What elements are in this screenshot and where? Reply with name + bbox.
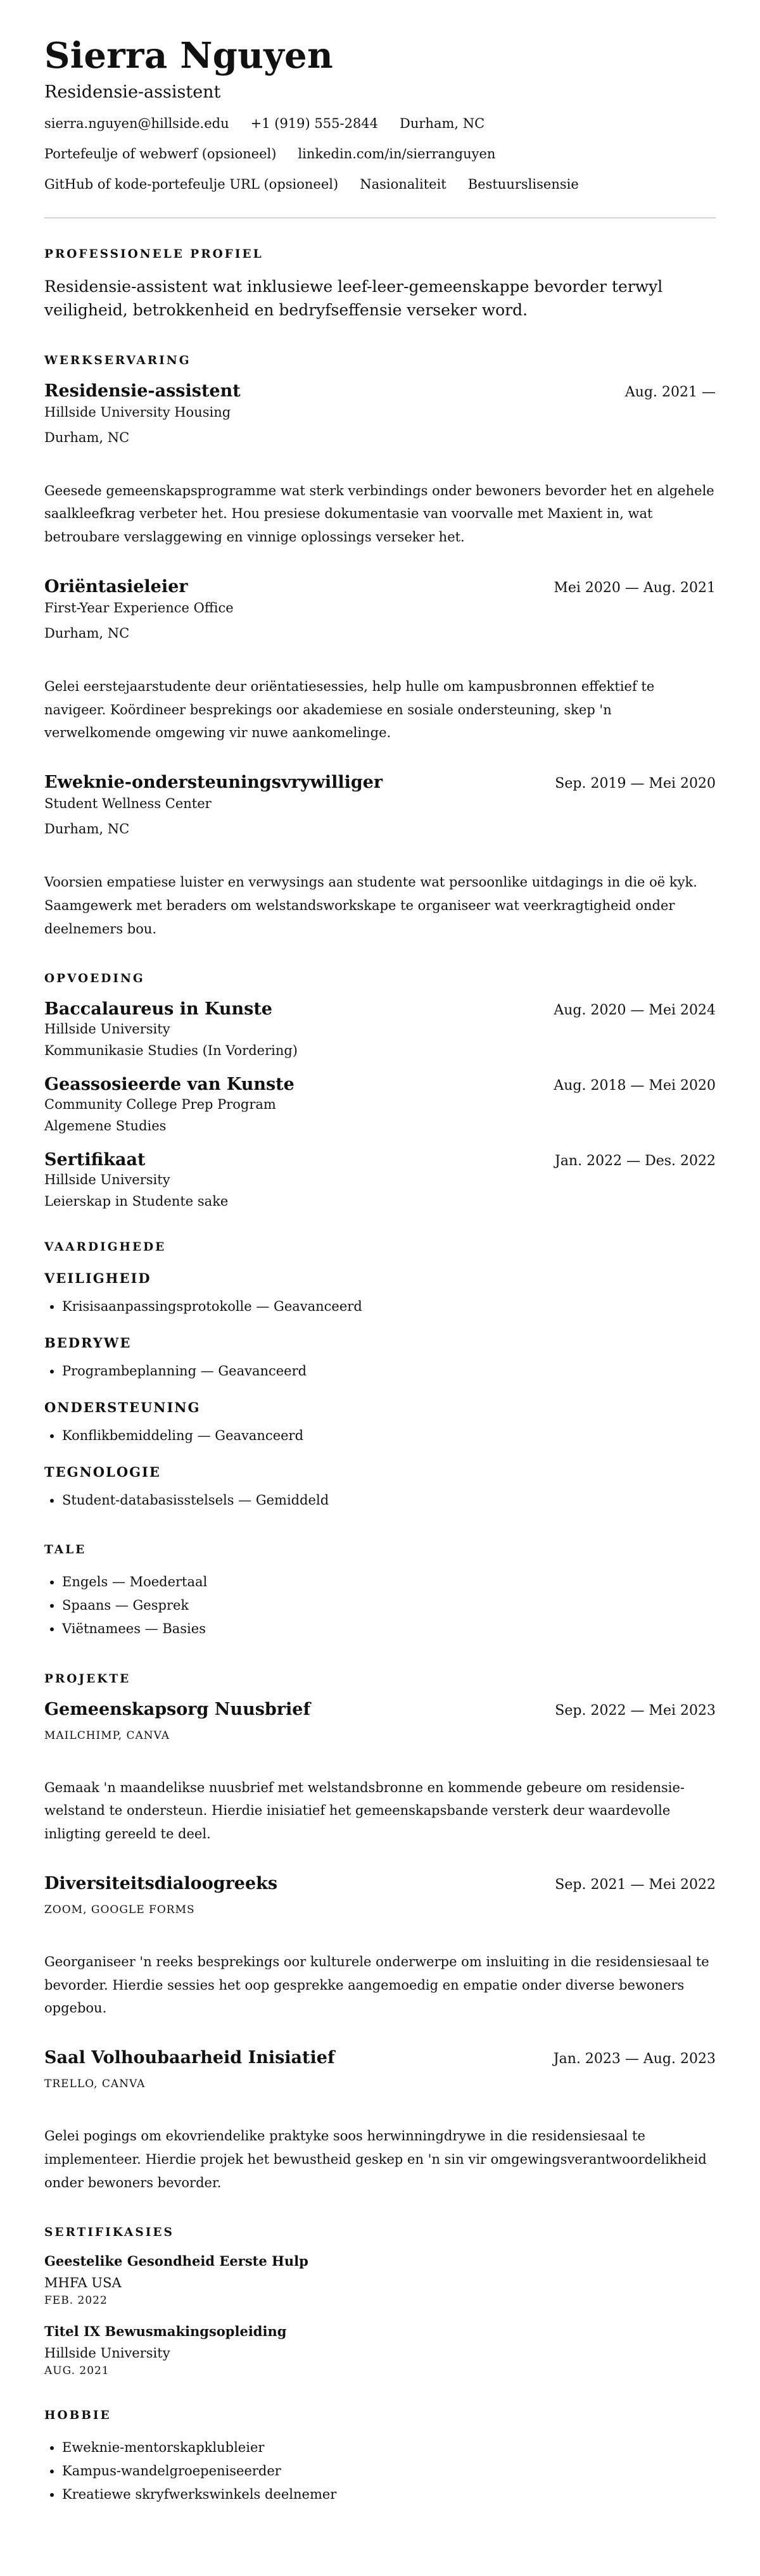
drivers-license: Bestuurslisensie xyxy=(467,176,579,192)
language-list xyxy=(44,1570,716,1640)
job-location: Durham, NC xyxy=(44,821,130,837)
projects-heading: PROJEKTE xyxy=(44,1672,131,1686)
header-divider xyxy=(44,217,716,218)
experience-heading: WERKSERVARING xyxy=(44,353,191,367)
skill-item: • Programbeplanning — Geavanceerd xyxy=(62,1360,716,1383)
project-title: Diversiteitsdialoogreeks xyxy=(44,1873,278,1893)
school-name: Community College Prep Program xyxy=(44,1097,276,1113)
job-description: Voorsien empatiese luister en verwysings aan studente wat persoonlike uitdagings in die oë kyk. Saamgewerk met beraders om welstandsworkskape te organiseer wat veerkragtigheid onder deelnemers bou. xyxy=(44,874,697,937)
project-date: Jan. 2023 — Aug. 2023 xyxy=(553,2051,716,2068)
hobbies-section xyxy=(44,2409,716,2506)
experience-item xyxy=(44,381,716,549)
language-item: • Viëtnamees — Basies xyxy=(62,1617,716,1641)
job-location: Durham, NC xyxy=(44,429,130,445)
project-tech: TRELLO, CANVA xyxy=(44,2078,146,2091)
skills-section xyxy=(44,1241,716,1512)
job-org: Hillside University Housing xyxy=(44,404,231,420)
job-title: Residensie-assistent xyxy=(44,381,241,401)
profile-section xyxy=(44,248,716,322)
job-description: Geesede gemeenskapsprogramme wat sterk verbindings onder bewoners bevorder het en algehele saalkleefkrag verbeter het. Hou presiese dokumentasie van voorvalle met Maxient in, wat betroubare verslaggewing en vinnige oplossings verseker het. xyxy=(44,483,714,545)
certifications-section xyxy=(44,2226,716,2377)
education-heading: OPVOEDING xyxy=(44,972,145,986)
job-date: Aug. 2021 — xyxy=(624,384,716,400)
hobby-item: • Kreatiewe skryfwerkswinkels deelnemer xyxy=(62,2483,716,2506)
degree-title: Sertifikaat xyxy=(44,1150,146,1170)
cert-name: Titel IX Bewusmakingsopleiding xyxy=(44,2323,287,2340)
project-title: Gemeenskapsorg Nuusbrief xyxy=(44,1699,311,1719)
project-date: Sep. 2021 — Mei 2022 xyxy=(555,1876,716,1893)
degree-detail: Kommunikasie Studies (In Vordering) xyxy=(44,1043,298,1059)
skill-list xyxy=(44,1489,716,1512)
hobby-list xyxy=(44,2436,716,2506)
hobby-item: • Kampus-wandelgroepeniseerder xyxy=(62,2459,716,2483)
project-tech: MAILCHIMP, CANVA xyxy=(44,1729,170,1742)
skill-category: ONDERSTEUNING xyxy=(44,1399,201,1415)
skill-list xyxy=(44,1424,716,1448)
education-item xyxy=(44,1150,716,1209)
contact-row-2 xyxy=(44,146,716,161)
cert-issuer: Hillside University xyxy=(44,2346,170,2361)
linkedin-link[interactable]: linkedin.com/in/sierranguyen xyxy=(298,146,496,161)
resume-header xyxy=(44,37,716,192)
project-tech: ZOOM, GOOGLE FORMS xyxy=(44,1903,195,1916)
certification-item xyxy=(44,2323,716,2377)
project-item xyxy=(44,1874,716,2020)
skill-category: BEDRYWE xyxy=(44,1335,132,1351)
language-item: • Spaans — Gesprek xyxy=(62,1594,716,1617)
job-location: Durham, NC xyxy=(44,625,130,641)
degree-detail: Leierskap in Studente sake xyxy=(44,1194,229,1209)
certifications-heading: SERTIFIKASIES xyxy=(44,2226,174,2240)
skill-item: • Student-databasisstelsels — Gemiddeld xyxy=(62,1489,716,1512)
project-description: Georganiseer 'n reeks besprekings oor kulturele onderwerpe om insluiting in die residensiesaal te bevorder. Hierdie sessies het oop gesprekke aangemoedig en empatie onder diverse bewoners opgebou. xyxy=(44,1954,709,2016)
job-date: Sep. 2019 — Mei 2020 xyxy=(555,776,716,792)
job-date: Mei 2020 — Aug. 2021 xyxy=(554,579,716,596)
degree-date: Jan. 2022 — Des. 2022 xyxy=(555,1153,716,1170)
degree-detail: Algemene Studies xyxy=(44,1118,167,1134)
job-title: Eweknie-ondersteuningsvrywilliger xyxy=(44,773,383,793)
languages-heading: TALE xyxy=(44,1543,87,1557)
cert-issuer: MHFA USA xyxy=(44,2275,122,2291)
project-item xyxy=(44,1700,716,1846)
language-item: • Engels — Moedertaal xyxy=(62,1570,716,1594)
skill-category: VEILIGHEID xyxy=(44,1270,151,1287)
candidate-title: Residensie-assistent xyxy=(44,82,221,102)
cert-name: Geestelike Gesondheid Eerste Hulp xyxy=(44,2253,308,2270)
education-section xyxy=(44,972,716,1209)
location: Durham, NC xyxy=(400,115,485,131)
school-name: Hillside University xyxy=(44,1021,170,1037)
certification-item xyxy=(44,2253,716,2307)
email[interactable]: sierra.nguyen@hillside.edu xyxy=(44,115,229,131)
experience-item xyxy=(44,773,716,940)
job-org: First-Year Experience Office xyxy=(44,600,234,616)
hobby-item: • Eweknie-mentorskapklubleier xyxy=(62,2436,716,2459)
skills-heading: VAARDIGHEDE xyxy=(44,1241,167,1254)
school-name: Hillside University xyxy=(44,1172,170,1188)
contact-row-1 xyxy=(44,116,716,131)
contact-row-3 xyxy=(44,177,716,192)
hobbies-heading: HOBBIE xyxy=(44,2409,111,2423)
profile-text: Residensie-assistent wat inklusiewe leef-leer-gemeenskappe bevorder terwyl veiligheid, betrokkenheid en bedryfseffensie verseker word. xyxy=(44,277,663,320)
skill-item: • Krisisaanpassingsprotokolle — Geavanceerd xyxy=(62,1295,716,1318)
portfolio-link[interactable]: Portefeulje of webwerf (opsioneel) xyxy=(44,146,277,161)
degree-date: Aug. 2018 — Mei 2020 xyxy=(554,1078,716,1094)
education-item xyxy=(44,1075,716,1133)
profile-heading: PROFESSIONELE PROFIEL xyxy=(44,247,263,261)
languages-section xyxy=(44,1543,716,1640)
phone[interactable]: +1 (919) 555-2844 xyxy=(250,115,379,131)
projects-section xyxy=(44,1672,716,2195)
experience-item xyxy=(44,577,716,745)
degree-date: Aug. 2020 — Mei 2024 xyxy=(554,1002,716,1019)
job-description: Gelei eerstejaarstudente deur oriëntatiesessies, help hulle om kampusbronnen effektief te navigeer. Koördineer besprekings oor akademiese en sosiale ondersteuning, skep 'n verwelkomende omgewing vir nuwe aankomelinge. xyxy=(44,678,655,741)
degree-title: Geassosieerde van Kunste xyxy=(44,1075,294,1095)
nationality: Nasionaliteit xyxy=(360,176,446,192)
project-description: Gelei pogings om ekovriendelike praktyke soos herwinningdrywe in die residensiesaal te implementeer. Hierdie projek het bewustheid geskep en 'n sin vir omgewingsverantwoordelikheid onder bewoners bevorder. xyxy=(44,2128,707,2190)
skill-item: • Konflikbemiddeling — Geavanceerd xyxy=(62,1424,716,1448)
project-description: Gemaak 'n maandelikse nuusbrief met welstandsbronne en kommende gebeure om residensie-welstand te ondersteun. Hierdie inisiatief het gemeenskapsbande versterk deur waardevolle inligting gereeld te deel. xyxy=(44,1779,685,1842)
cert-date: FEB. 2022 xyxy=(44,2294,108,2308)
experience-section xyxy=(44,354,716,941)
project-date: Sep. 2022 — Mei 2023 xyxy=(555,1702,716,1719)
skill-list xyxy=(44,1360,716,1383)
github-link[interactable]: GitHub of kode-portefeulje URL (opsioneel) xyxy=(44,176,339,192)
job-title: Oriëntasieleier xyxy=(44,576,188,597)
job-org: Student Wellness Center xyxy=(44,796,212,812)
project-item xyxy=(44,2048,716,2194)
project-title: Saal Volhoubaarheid Inisiatief xyxy=(44,2048,335,2068)
candidate-name: Sierra Nguyen xyxy=(44,35,333,77)
degree-title: Baccalaureus in Kunste xyxy=(44,999,272,1020)
cert-date: AUG. 2021 xyxy=(44,2364,110,2378)
education-item xyxy=(44,999,716,1058)
skill-list xyxy=(44,1295,716,1318)
skill-category: TEGNOLOGIE xyxy=(44,1463,161,1480)
